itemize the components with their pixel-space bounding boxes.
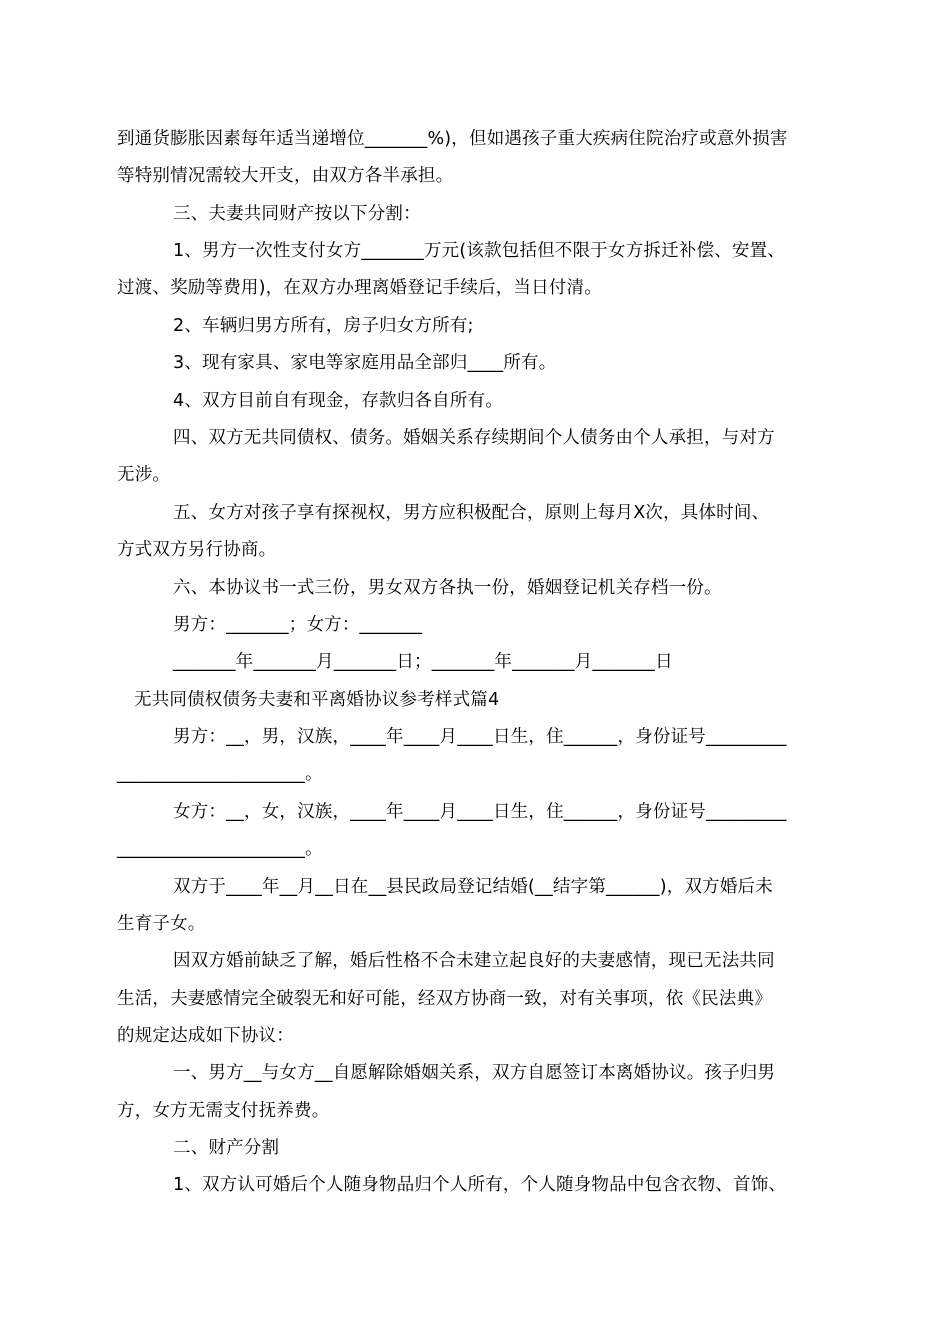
text-line: 无涉。	[117, 465, 171, 485]
text-line: 女方：__，女，汉族，____年____月____日生，住______，身份证号_________	[173, 802, 787, 822]
text-line: 2、车辆归男方所有，房子归女方所有;	[173, 316, 474, 336]
section-heading: 无共同债权债务夫妻和平离婚协议参考样式篇4	[134, 690, 500, 710]
text-line: 六、本协议书一式三份，男女双方各执一份，婚姻登记机关存档一份。	[173, 578, 722, 598]
text-line: 男方：__，男，汉族，____年____月____日生，住______，身份证号_________	[173, 727, 787, 747]
text-line: 的规定达成如下协议：	[117, 1026, 294, 1046]
text-line: 3、现有家具、家电等家庭用品全部归____所有。	[173, 353, 557, 373]
text-line: 4、双方目前自有现金，存款归各自所有。	[173, 391, 503, 411]
text-line: 方式双方另行协商。	[117, 540, 277, 560]
text-line: _______年_______月_______日；_______年_______月_______日	[173, 652, 673, 672]
text-line: 方，女方无需支付抚养费。	[117, 1101, 330, 1121]
text-line: 三、夫妻共同财产按以下分割：	[173, 204, 421, 224]
text-line: 五、女方对孩子享有探视权，男方应积极配合，原则上每月X次，具体时间、	[173, 503, 770, 523]
text-line: 等特别情况需较大开支，由双方各半承担。	[117, 166, 454, 186]
text-line: _____________________。	[117, 839, 323, 859]
text-line: 过渡、奖励等费用)，在双方办理离婚登记手续后，当日付清。	[117, 278, 602, 298]
text-line: 男方：_______；女方：_______	[173, 615, 423, 635]
text-line: 四、双方无共同债权、债务。婚姻关系存续期间个人债务由个人承担，与对方	[173, 428, 775, 448]
text-line: 1、双方认可婚后个人随身物品归个人所有，个人随身物品中包含衣物、首饰、	[173, 1175, 787, 1195]
text-line: _____________________。	[117, 764, 323, 784]
text-line: 到通货膨胀因素每年适当递增位_______%)，但如遇孩子重大疾病住院治疗或意外损害	[117, 129, 788, 149]
text-line: 1、男方一次性支付女方_______万元(该款包括但不限于女方拆迁补偿、安置、	[173, 241, 786, 261]
text-line: 二、财产分割	[173, 1138, 280, 1158]
text-line: 一、男方__与女方__自愿解除婚姻关系，双方自愿签订本离婚协议。孩子归男	[173, 1063, 776, 1083]
text-line: 双方于____年__月__日在__县民政局登记结婚(__结字第______)，双方婚后未	[173, 877, 773, 897]
text-line: 生育子女。	[117, 914, 206, 934]
text-line: 生活，夫妻感情完全破裂无和好可能，经双方协商一致，对有关事项，依《民法典》	[117, 989, 772, 1009]
text-line: 因双方婚前缺乏了解，婚后性格不合未建立起良好的夫妻感情，现已无法共同	[173, 951, 775, 971]
